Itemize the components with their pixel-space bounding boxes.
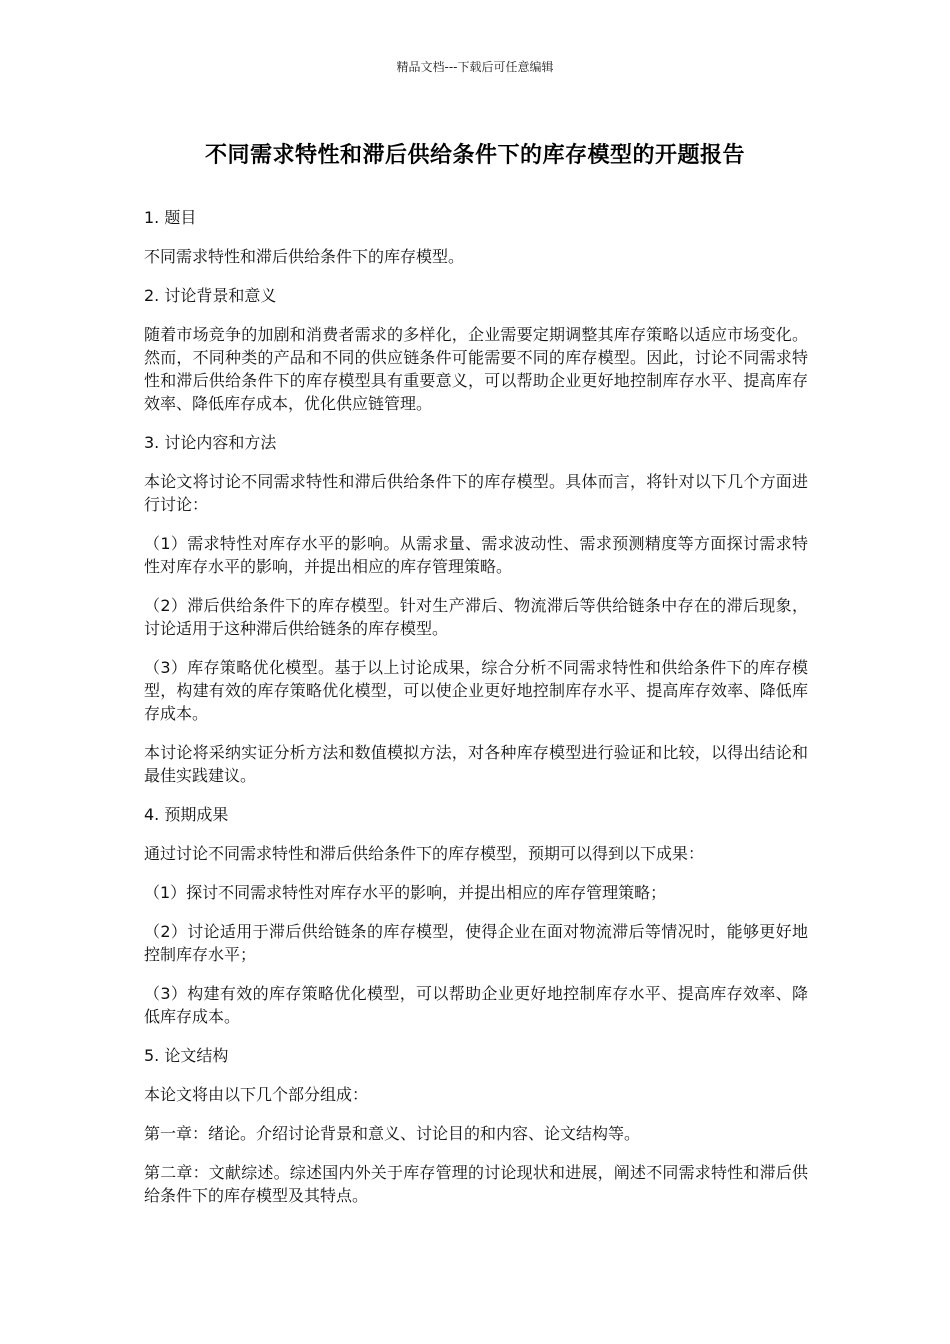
- section-heading-4: 4. 预期成果: [144, 805, 229, 824]
- page-header: 精品文档---下载后可任意编辑: [396, 60, 554, 74]
- paragraph: 第二章：文献综述。综述国内外关于库存管理的讨论现状和进展，阐述不同需求特性和滞后供给条件下的库存模型及其特点。: [144, 1163, 808, 1205]
- document-body: [144, 206, 808, 1223]
- paragraph: 不同需求特性和滞后供给条件下的库存模型。: [144, 247, 465, 266]
- section-heading-3: 3. 讨论内容和方法: [144, 433, 277, 452]
- section-heading-1: 1. 题目: [144, 208, 197, 227]
- document-title: 不同需求特性和滞后供给条件下的库存模型的开题报告: [204, 143, 745, 168]
- list-item: （1）需求特性对库存水平的影响。从需求量、需求波动性、需求预测精度等方面探讨需求特性对库存水平的影响，并提出相应的库存管理策略。: [144, 534, 808, 576]
- paragraph: 本讨论将采纳实证分析方法和数值模拟方法，对各种库存模型进行验证和比较，以得出结论和最佳实践建议。: [144, 743, 808, 785]
- paragraph: 通过讨论不同需求特性和滞后供给条件下的库存模型，预期可以得到以下成果：: [144, 844, 705, 863]
- paragraph: 本论文将由以下几个部分组成：: [144, 1085, 369, 1104]
- list-item: （2）讨论适用于滞后供给链条的库存模型，使得企业在面对物流滞后等情况时，能够更好地控制库存水平；: [144, 922, 808, 964]
- paragraph: 随着市场竞争的加剧和消费者需求的多样化，企业需要定期调整其库存策略以适应市场变化。然而，不同种类的产品和不同的供应链条件可能需要不同的库存模型。因此，讨论不同需求特性和滞后供给条件下的库存模型具有重要意义，可以帮助企业更好地控制库存水平、提高库存效率、降低库存成本，优化供应链管理。: [144, 325, 808, 413]
- list-item: （1）探讨不同需求特性对库存水平的影响，并提出相应的库存管理策略；: [144, 883, 667, 902]
- section-heading-2: 2. 讨论背景和意义: [144, 286, 277, 305]
- list-item: （3）构建有效的库存策略优化模型，可以帮助企业更好地控制库存水平、提高库存效率、降低库存成本。: [144, 984, 808, 1026]
- list-item: （3）库存策略优化模型。基于以上讨论成果，综合分析不同需求特性和供给条件下的库存模型，构建有效的库存策略优化模型，可以使企业更好地控制库存水平、提高库存效率、降低库存成本。: [144, 658, 808, 723]
- section-heading-5: 5. 论文结构: [144, 1046, 229, 1065]
- paragraph: 第一章：绪论。介绍讨论背景和意义、讨论目的和内容、论文结构等。: [144, 1124, 641, 1143]
- paragraph: 本论文将讨论不同需求特性和滞后供给条件下的库存模型。具体而言，将针对以下几个方面进行讨论：: [144, 472, 808, 514]
- list-item: （2）滞后供给条件下的库存模型。针对生产滞后、物流滞后等供给链条中存在的滞后现象，讨论适用于这种滞后供给链条的库存模型。: [144, 596, 808, 638]
